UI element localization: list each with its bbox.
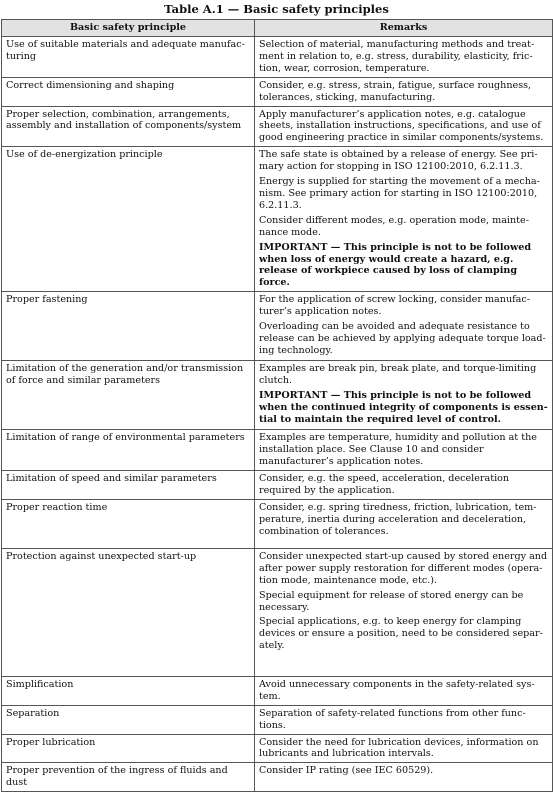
remark-paragraph: Consider different modes, e.g. operation mode, maintenance mode. <box>259 214 529 238</box>
principle-cell: Protection against unexpected start-up <box>2 548 255 676</box>
principle-cell: Proper fastening <box>2 292 255 361</box>
table-body <box>2 37 553 792</box>
table-row <box>2 37 553 78</box>
remarks-cell <box>255 499 553 548</box>
remark-paragraph: Overloading can be avoided and adequate resistance to release can be achieved by applying adequate torque loading technology. <box>259 321 546 356</box>
principle-cell: Limitation of speed and similar parameters <box>2 470 255 499</box>
table-caption: Table A.1 — Basic safety principles <box>164 2 389 16</box>
table-row <box>2 147 553 292</box>
column-header-principle: Basic safety principle <box>2 20 255 37</box>
important-note: IMPORTANT — This principle is not to be followed when the continued integrity of components is essential to maintain the required level of control. <box>259 390 548 425</box>
remark-paragraph: Special applications, e.g. to keep energy for clamping devices or ensure a position, need to be considered separately. <box>259 616 543 652</box>
remarks-cell <box>255 147 553 292</box>
principle-cell: Proper reaction time <box>2 499 255 548</box>
safety-principles-table <box>1 19 553 792</box>
principle-cell: Proper lubrication <box>2 734 255 763</box>
table-row <box>2 361 553 430</box>
table-header-row <box>2 20 553 37</box>
table-row <box>2 292 553 361</box>
remarks-cell <box>255 77 553 106</box>
remark-paragraph: Separation of safety-related functions from other functions. <box>259 707 526 731</box>
remarks-cell <box>255 292 553 361</box>
principle-cell: Proper prevention of the ingress of fluids and dust <box>2 763 255 792</box>
remarks-cell <box>255 548 553 676</box>
remark-paragraph: For the application of screw locking, consider manufacturer’s application notes. <box>259 294 531 318</box>
principle-cell: Simplification <box>2 676 255 705</box>
principle-cell: Use of suitable materials and adequate manufacturing <box>2 37 255 78</box>
column-header-remarks: Remarks <box>255 20 553 37</box>
table-row <box>2 705 553 734</box>
table-row <box>2 77 553 106</box>
remarks-cell <box>255 763 553 792</box>
principle-cell: Limitation of range of environmental parameters <box>2 430 255 471</box>
important-note: IMPORTANT — This principle is not to be followed when loss of energy would create a hazard, e.g. release of workpiece caused by loss of clamping force. <box>259 241 532 289</box>
remarks-cell <box>255 705 553 734</box>
table-row <box>2 430 553 471</box>
table-row <box>2 763 553 792</box>
remarks-cell <box>255 734 553 763</box>
remark-paragraph: Consider IP rating (see IEC 60529). <box>259 765 434 777</box>
table-row <box>2 676 553 705</box>
remark-paragraph: Apply manufacturer’s application notes, e.g. catalogue sheets, installation instructions, specifications, and use of good engineering practice in similar components/systems. <box>259 108 544 144</box>
remark-paragraph: Consider, e.g. stress, strain, fatigue, surface roughness, tolerances, sticking, manufacturing. <box>259 79 532 103</box>
remark-paragraph: Selection of material, manufacturing methods and treatment in relation to, e.g. stress, durability, elasticity, friction, wear, corrosion, temperature. <box>259 39 535 74</box>
remarks-cell <box>255 361 553 430</box>
remarks-cell <box>255 676 553 705</box>
remark-paragraph: Consider, e.g. the speed, acceleration, deceleration required by the application. <box>259 472 510 496</box>
principle-cell: Correct dimensioning and shaping <box>2 77 255 106</box>
remark-paragraph: Examples are break pin, break plate, and torque-limiting clutch. <box>259 363 537 387</box>
table-row <box>2 734 553 763</box>
table-row <box>2 106 553 147</box>
remarks-cell <box>255 470 553 499</box>
remark-paragraph: The safe state is obtained by a release of energy. See primary action for stopping in ISO 12100:2010, 6.2.11.3. <box>259 149 538 173</box>
remark-paragraph: Examples are temperature, humidity and pollution at the installation place. See Clause 10 and consider manufacturer’s application notes. <box>259 432 537 468</box>
remark-paragraph: Energy is supplied for starting the movement of a mechanism. See primary action for starting in ISO 12100:2010, 6.2.11.3. <box>259 176 540 211</box>
remark-paragraph: Consider the need for lubrication devices, information on lubricants and lubrication intervals. <box>259 736 539 760</box>
remark-paragraph: Consider, e.g. spring tiredness, friction, lubrication, temperature, inertia during acceleration and deceleration, combination of tolerances. <box>259 501 537 537</box>
table-row <box>2 548 553 676</box>
remark-paragraph: Consider unexpected start-up caused by stored energy and after power supply restoration for different modes (operation mode, maintenance mode, etc.). <box>259 550 548 586</box>
remark-paragraph: Avoid unnecessary components in the safety-related system. <box>259 678 535 702</box>
table-row <box>2 499 553 548</box>
table-row <box>2 470 553 499</box>
remark-paragraph: Special equipment for release of stored energy can be necessary. <box>259 589 524 613</box>
remarks-cell <box>255 37 553 78</box>
remarks-cell <box>255 430 553 471</box>
principle-cell: Limitation of the generation and/or transmission of force and similar parameters <box>2 361 255 430</box>
principle-cell: Separation <box>2 705 255 734</box>
principle-cell: Proper selection, combination, arrangements, assembly and installation of components/system <box>2 106 255 147</box>
remarks-cell <box>255 106 553 147</box>
principle-cell: Use of de-energization principle <box>2 147 255 292</box>
